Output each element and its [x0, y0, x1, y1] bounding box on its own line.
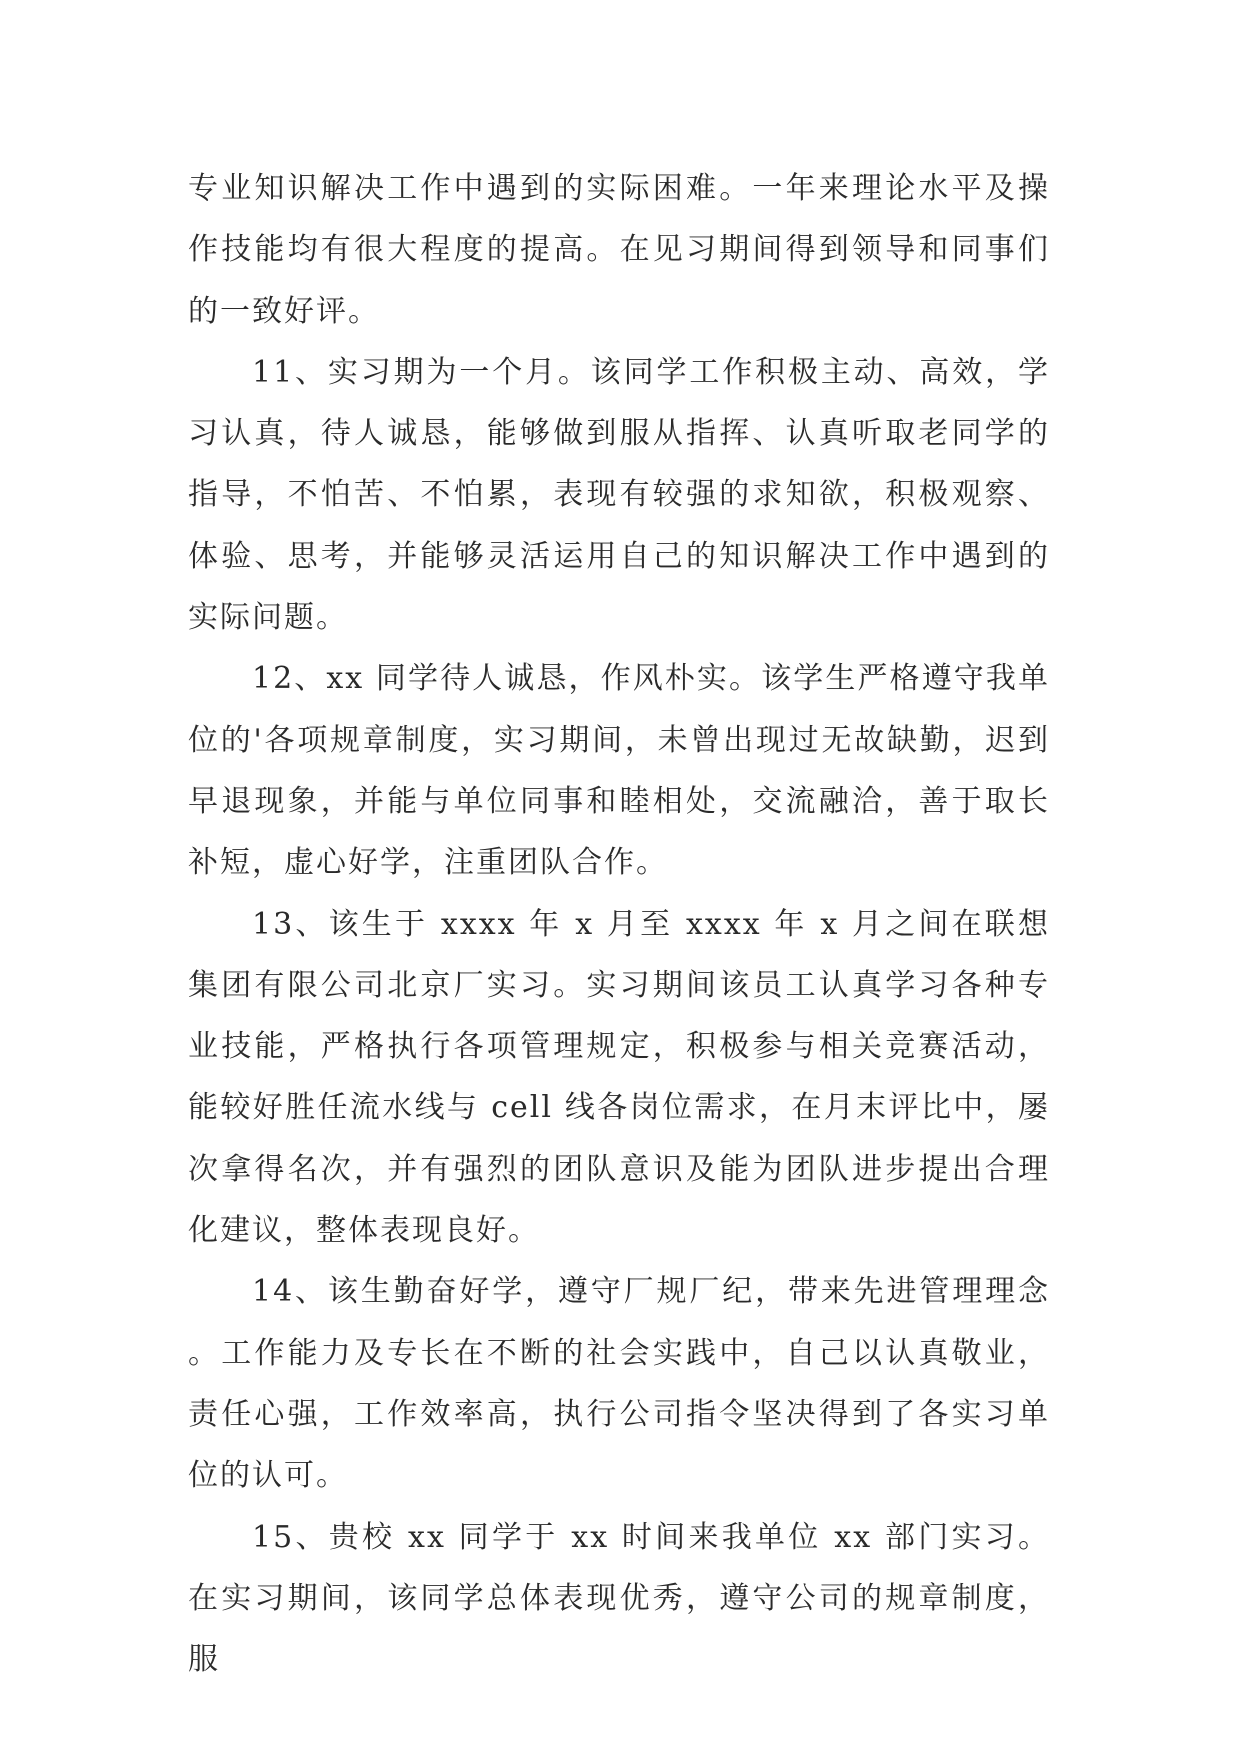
- paragraph-13: 13、该生于 xxxx 年 x 月至 xxxx 年 x 月之间在联想集团有限公司北京厂实习。实习期间该员工认真学习各种专业技能，严格执行各项管理规定，积极参与相关竞赛活动，能较好胜任流水线与 cell 线各岗位需求，在月末评比中，屡次拿得名次，并有强烈的团队意识及能为团队进步提出合理化建议，整体表现良好。: [188, 906, 1050, 1249]
- document-body: [188, 158, 1050, 1690]
- paragraph-15: 15、贵校 xx 同学于 xx 时间来我单位 xx 部门实习。在实习期间，该同学总体表现优秀，遵守公司的规章制度，服: [188, 1519, 1050, 1678]
- paragraph-11: 11、实习期为一个月。该同学工作积极主动、高效，学习认真，待人诚恳，能够做到服从指挥、认真听取老同学的指导，不怕苦、不怕累，表现有较强的求知欲，积极观察、体验、思考，并能够灵活运用自己的知识解决工作中遇到的实际问题。: [188, 354, 1050, 636]
- paragraph-14: 14、该生勤奋好学，遵守厂规厂纪，带来先进管理理念。工作能力及专长在不断的社会实践中，自己以认真敬业，责任心强，工作效率高，执行公司指令坚决得到了各实习单位的认可。: [188, 1274, 1050, 1494]
- paragraph-continuation: 专业知识解决工作中遇到的实际困难。一年来理论水平及操作技能均有很大程度的提高。在见习期间得到领导和同事们的一致好评。: [188, 171, 1050, 329]
- paragraph-12: 12、xx 同学待人诚恳，作风朴实。该学生严格遵守我单位的'各项规章制度，实习期间，未曾出现过无故缺勤，迟到早退现象，并能与单位同事和睦相处，交流融洽，善于取长补短，虚心好学，注重团队合作。: [188, 661, 1050, 881]
